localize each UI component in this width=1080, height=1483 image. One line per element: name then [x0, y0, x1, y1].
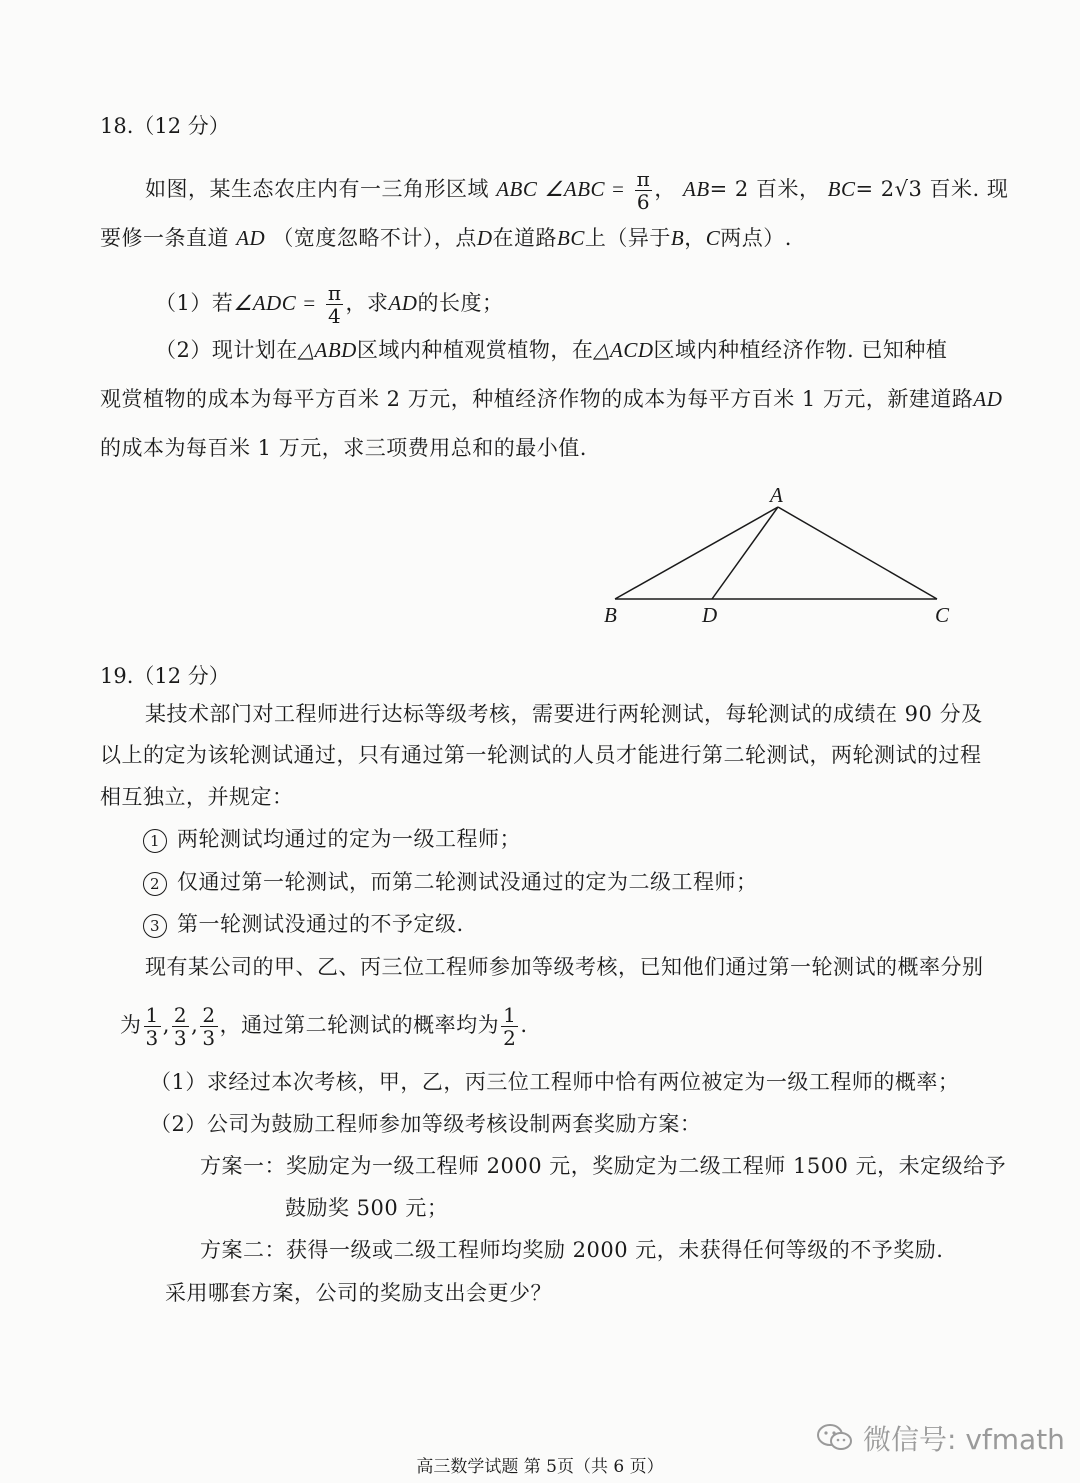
q18-frac-pi-4: $\frac{\pi}{4}$	[327, 281, 342, 328]
q19-rule2: 2 仅通过第一轮测试，而第二轮测试没通过的定为二级工程师；	[143, 868, 758, 896]
q19-line3: 相互独立，并规定：	[100, 785, 294, 809]
fraction-1-2: $\frac{1}{2}$	[503, 1003, 517, 1050]
q18-bc: BC	[827, 177, 856, 201]
watermark-text: 微信号: vfmath	[863, 1423, 1065, 1456]
side-ab	[615, 507, 778, 599]
q18-frac-pi-6: $\frac{\pi}{6}$	[636, 167, 651, 214]
fraction-2-3-a: $\frac{2}{3}$	[173, 1003, 188, 1050]
q18-part2-line3: 的成本为每百米 1 万元，求三项费用总和的最小值.	[100, 436, 587, 460]
label-a: A	[770, 483, 783, 507]
wechat-icon	[815, 1422, 855, 1454]
q19-question: 采用哪套方案，公司的奖励支出会更少？	[165, 1281, 552, 1305]
q18-part2-line2: 观赏植物的成本为每平方百米 2 万元，种植经济作物的成本为每平方百米 1 万元，新建道路AD	[100, 387, 1003, 411]
circled-number-3: 3	[143, 914, 167, 938]
q18-abc: ABC	[496, 177, 538, 201]
page-footer: 高三数学试题 第 5页（共 6 页）	[416, 1457, 664, 1477]
q19-line1: 某技术部门对工程师进行达标等级考核，需要进行两轮测试，每轮测试的成绩在 90 分及	[145, 702, 983, 726]
circled-number-2: 2	[143, 872, 167, 896]
label-d: D	[702, 603, 718, 627]
q18-bc-unit: 百米. 现	[922, 177, 1009, 201]
q19-line5: 为 $\frac{1}{3}$ , $\frac{2}{3}$ , $\frac{2}{3}$ ，通过第二轮测试的概率均为 $\frac{1}{2}$ .	[120, 1003, 528, 1050]
fraction-2-3-b: $\frac{2}{3}$	[202, 1003, 216, 1050]
q18-intro-text: 如图，某生态农庄内有一三角形区域	[145, 177, 489, 201]
q19-rule3: 3 第一轮测试没通过的不予定级.	[143, 910, 464, 938]
q19-number: 19.（12 分）	[100, 664, 230, 688]
label-b: B	[604, 603, 617, 627]
q18-ab-value: = 2 百米，	[709, 177, 821, 201]
q18-angle-abc: ∠ABC =	[544, 177, 626, 201]
circled-number-1: 1	[143, 829, 167, 853]
q18-ab: AB	[683, 177, 710, 201]
segment-ad	[712, 507, 778, 599]
q19-part2: （2）公司为鼓励工程师参加等级考核设制两套奖励方案：	[150, 1112, 702, 1136]
q19-plan2: 方案二：获得一级或二级工程师均奖励 2000 元，未获得任何等级的不予奖励.	[200, 1238, 944, 1262]
q18-number: 18.（12 分）	[100, 114, 230, 138]
q18-intro-line1: 如图，某生态农庄内有一三角形区域 ABC ∠ABC = $\frac{\pi}{6}$ ， AB= 2 百米， BC= 2√3 百米. 现	[145, 167, 1009, 214]
q19-plan1-line2: 鼓励奖 500 元；	[285, 1196, 449, 1220]
triangle-figure	[590, 480, 970, 630]
fraction-1-3: $\frac{1}{3}$	[145, 1003, 159, 1050]
q18-intro-line2: 要修一条直道 AD （宽度忽略不计），点D在道路BC上（异于B，C两点）.	[100, 226, 792, 250]
q19-plan1-line1: 方案一：奖励定为一级工程师 2000 元，奖励定为二级工程师 1500 元，未定级给予	[200, 1154, 1007, 1178]
label-c: C	[935, 603, 950, 627]
q18-part1: （1）若∠ADC = $\frac{\pi}{4}$ ，求AD的长度；	[155, 281, 504, 328]
side-ac	[778, 507, 937, 599]
q18-part2-line1: （2）现计划在△ABD区域内种植观赏植物，在△ACD区域内种植经济作物. 已知种植	[155, 338, 948, 362]
q19-part1: （1）求经过本次考核，甲，乙，丙三位工程师中恰有两位被定为一级工程师的概率；	[150, 1070, 960, 1094]
q19-rule1: 1 两轮测试均通过的定为一级工程师；	[143, 825, 521, 853]
q19-line2: 以上的定为该轮测试通过，只有通过第一轮测试的人员才能进行第二轮测试，两轮测试的过程	[100, 743, 982, 767]
q19-line4: 现有某公司的甲、乙、丙三位工程师参加等级考核，已知他们通过第一轮测试的概率分别	[145, 955, 984, 979]
q18-bc-value: = 2√3	[855, 177, 923, 201]
